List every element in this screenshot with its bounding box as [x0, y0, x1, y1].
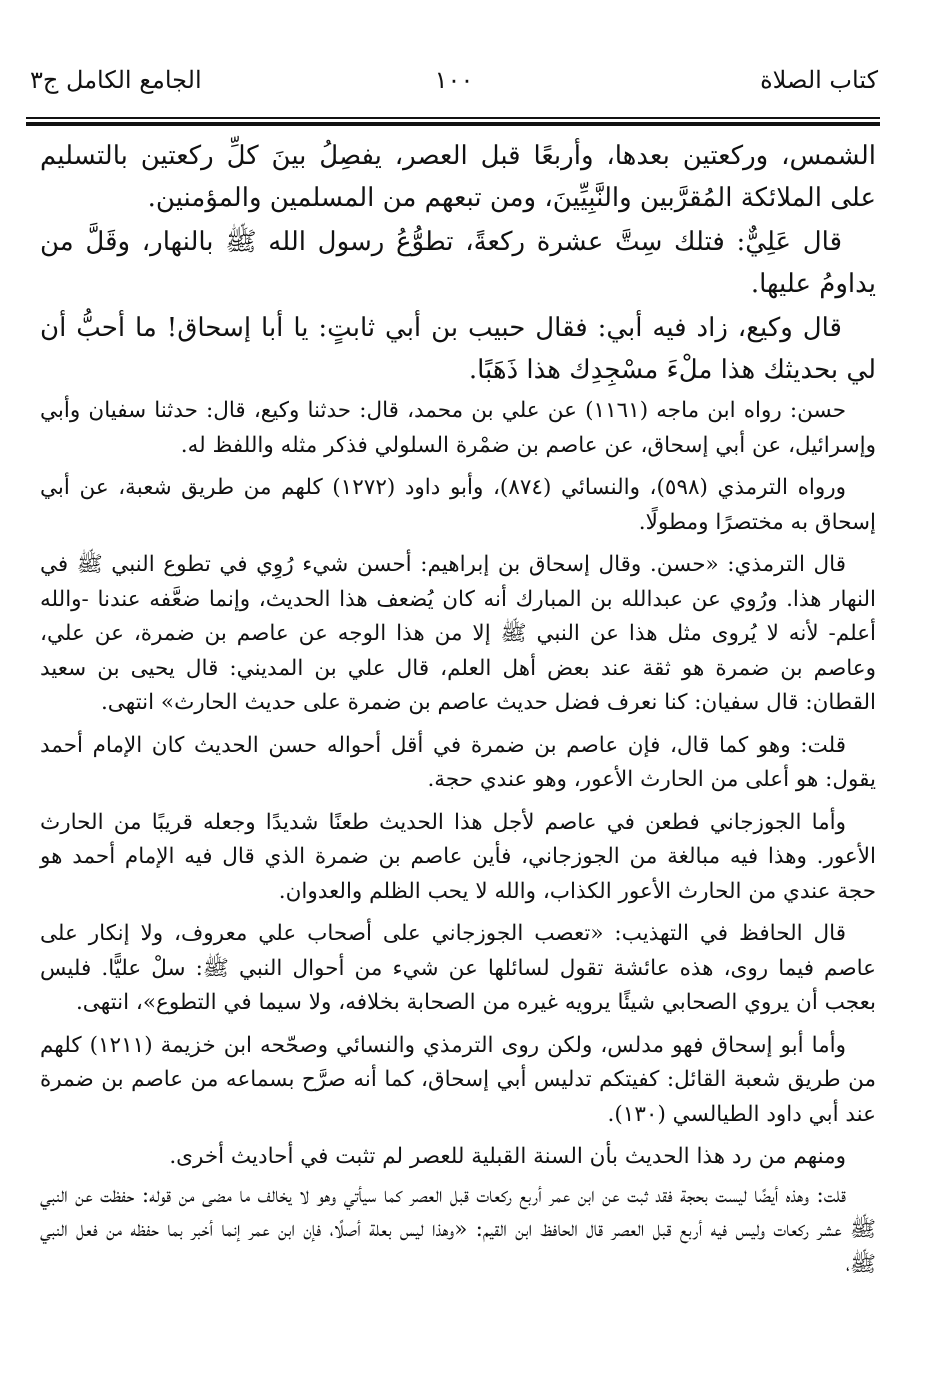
commentary-paragraph: ومنهم من رد هذا الحديث بأن السنة القبلية للعصر لم تثبت في أحاديث أخرى. [169, 1144, 846, 1169]
commentary-paragraph: وأما الجوزجاني فطعن في عاصم لأجل هذا الحديث طعنًا شديدًا وجعله قريبًا من الحارث الأعور. وهذا فيه مبالغة من الجوزجاني، فأين عاصم بن ضمرة الذي قال فيه الإمام أحمد هو حجة عندي من الحارث الأعور الكذاب، والله لا يحب الظلم والعدوان. [40, 809, 876, 904]
page-body [40, 136, 876, 1290]
commentary-paragraph: قلت: وهذه أيضًا ليست بحجة فقد ثبت عن ابن عمر أربع ركعات قبل العصر كما سيأتي وهو لا يخالف ما مضى من قوله: حفظت عن النبي ﷺ عشر ركعات وليس فيه أربع قبل العصر قال الحافظ ابن القيم: «وهذا ليس بعلة أصلًا، فإن ابن عمر إنما أخبر بما حفظه من فعل النبي ﷺ، [40, 1182, 876, 1277]
commentary-paragraph: قال الحافظ في التهذيب: «تعصب الجوزجاني على أصحاب علي معروف، ولا إنكار على عاصم فيما روى، هذه عائشة تقول لسائلها عن شيء من أحوال النبي ﷺ: سلْ عليًّا. فليس بعجب أن يروي الصحابي شيئًا يرويه غيره من الصحابة بخلافه، ولا سيما في التطوع»، انتهى. [40, 921, 876, 1015]
header-rule-thin [26, 117, 880, 119]
commentary-paragraph: وأما أبو إسحاق فهو مدلس، ولكن روى الترمذي والنسائي وصحّحه ابن خزيمة (١٢١١) كلهم من طريق شعبة القائل: كفيتكم تدليس أبي إسحاق، كما أنه صرَّح بسماعه من عاصم بن ضمرة عند أبي داود الطيالسي (١٣٠). [40, 1032, 876, 1127]
hadith-text-continuation: الشمس، وركعتين بعدها، وأربعًا قبل العصر، يفصِلُ بينَ كلِّ ركعتين بالتسليم على الملائكة المُقرَّبين والنَّبِيِّينَ، ومن تبعهم من المسلمين والمؤمنين. [40, 141, 876, 213]
page-header [30, 66, 878, 106]
page-number: ١٠٠ [434, 66, 474, 94]
hadith-text-ali: قال عَلِيٌّ: فتلك سِتَّ عشرة ركعةً، تطوُّعُ رسول الله ﷺ بالنهار، وقَلَّ من يداومُ عليها. [40, 227, 876, 299]
header-rule-thick [26, 122, 880, 126]
book-title: كتاب الصلاة [760, 66, 878, 94]
hadith-text-waki: قال وكيع، زاد فيه أبي: فقال حبيب بن أبي ثابتٍ: يا أبا إسحاق! ما أحبُّ أن لي بحديثك هذا ملْءَ مسْجِدِك هذا ذَهَبًا. [40, 313, 876, 385]
commentary-paragraph: ورواه الترمذي (٥٩٨)، والنسائي (٨٧٤)، وأبو داود (١٢٧٢) كلهم من طريق شعبة، عن أبي إسحاق به مختصرًا ومطولًا. [40, 475, 876, 535]
commentary-paragraph: حسن: رواه ابن ماجه (١١٦١) عن علي بن محمد، قال: حدثنا وكيع، قال: حدثنا سفيان وأبي وإسرائيل، عن أبي إسحاق، عن عاصم بن ضمْرة السلولي فذكر مثله واللفظ له. [40, 398, 876, 458]
volume-label: الجامع الكامل ج٣ [30, 66, 202, 94]
commentary-paragraph: قلت: وهو كما قال، فإن عاصم بن ضمرة في أقل أحواله حسن الحديث كان الإمام أحمد يقول: هو أعلى من الحارث الأعور، وهو عندي حجة. [40, 732, 876, 792]
commentary-paragraph: قال الترمذي: «حسن. وقال إسحاق بن إبراهيم: أحسن شيء رُوِي في تطوع النبي ﷺ في النهار هذا. ورُوي عن عبدالله بن المبارك أنه كان يُضعف هذا الحديث، وإنما ضعَّفه عندنا -والله أعلم- لأنه لا يُروى مثل هذا عن النبي ﷺ إلا من هذا الوجه عن عاصم بن ضمرة، عن علي، وعاصم بن ضمرة هو ثقة عند بعض أهل العلم، قال علي بن المديني: قال يحيى بن سعيد القطان: قال سفيان: كنا نعرف فضل حديث عاصم بن ضمرة على حديث الحارث» انتهى. [40, 552, 876, 715]
